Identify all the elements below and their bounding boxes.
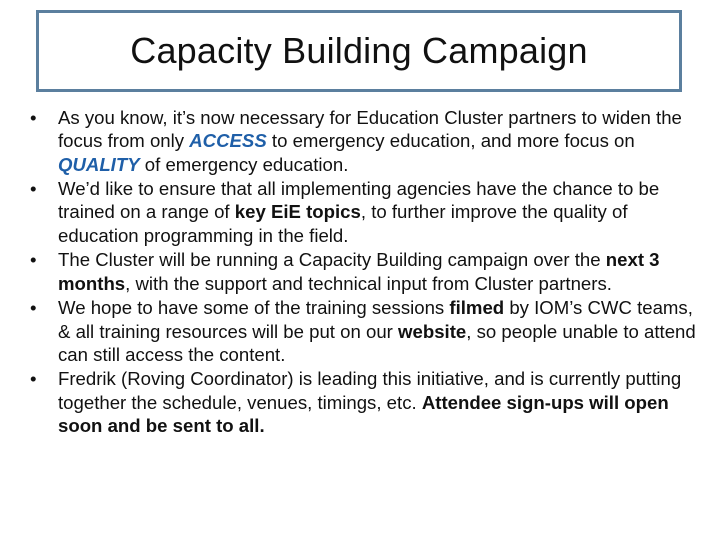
bold-filmed: filmed bbox=[449, 297, 505, 319]
bullet-icon: • bbox=[30, 178, 37, 200]
bullet-icon: • bbox=[30, 107, 37, 128]
bullet-icon: • bbox=[30, 249, 37, 271]
bullet-item-coordinator bbox=[30, 367, 698, 437]
slide-title: Capacity Building Campaign bbox=[130, 30, 588, 71]
bullet-list bbox=[30, 106, 698, 439]
bullet-text: , so people unable to attend can still access the content. bbox=[58, 320, 696, 365]
title-box bbox=[36, 10, 682, 92]
bold-next-3-months: next 3 months bbox=[58, 249, 660, 294]
bold-website: website bbox=[398, 320, 467, 342]
bold-key-eie-topics: key EiE topics bbox=[234, 201, 361, 223]
bullet-text: As you know, it’s now necessary for Education Cluster partners to widen the focus from only bbox=[58, 107, 682, 152]
bullet-text: of emergency education. bbox=[139, 153, 349, 175]
bullet-item-training bbox=[30, 177, 698, 247]
bullet-text: We hope to have some of the training sessions bbox=[58, 297, 450, 319]
bullet-item-campaign bbox=[30, 248, 698, 295]
highlight-quality: QUALITY bbox=[58, 153, 140, 175]
bullet-text: We’d like to ensure that all implementing agencies have the chance to be trained on a range of bbox=[58, 178, 660, 223]
bullet-text: to emergency education, and more focus on bbox=[266, 130, 635, 152]
bold-signups: Attendee sign-ups will open soon and be sent to all. bbox=[58, 391, 669, 437]
bullet-icon: • bbox=[30, 368, 37, 390]
highlight-access: ACCESS bbox=[189, 130, 267, 152]
bullet-icon: • bbox=[30, 297, 37, 319]
bullet-text: The Cluster will be running a Capacity Building campaign over the bbox=[58, 249, 606, 271]
bullet-text: Fredrik (Roving Coordinator) is leading this initiative, and is currently putting together the schedule, venues, timings, etc. bbox=[58, 368, 682, 413]
bullet-text: by IOM’s CWC teams, & all training resources will be put on our bbox=[58, 297, 693, 342]
bullet-text: , to further improve the quality of education programming in the field. bbox=[58, 201, 628, 246]
bullet-text: , with the support and technical input from Cluster partners. bbox=[125, 272, 612, 294]
bullet-item-access-quality bbox=[30, 106, 698, 176]
bullet-item-filming bbox=[30, 296, 698, 366]
